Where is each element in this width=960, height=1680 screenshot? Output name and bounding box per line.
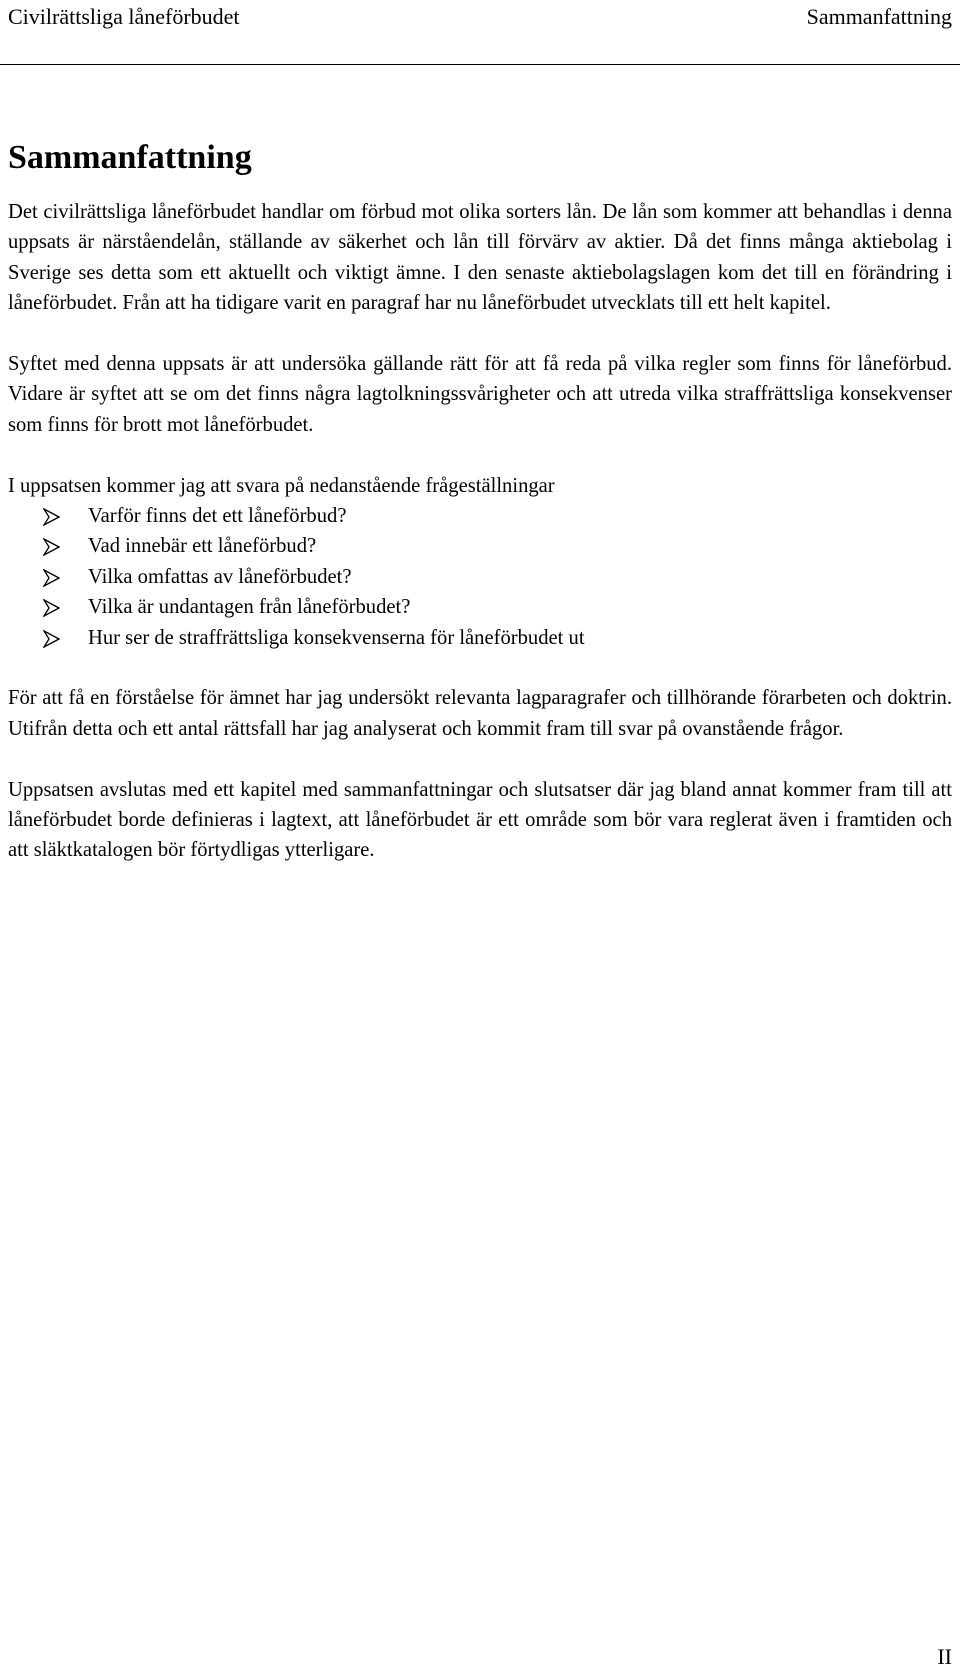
- list-item: [8, 501, 952, 531]
- arrowhead-bullet-icon: [43, 569, 60, 587]
- list-item: [8, 592, 952, 622]
- list-item: [8, 562, 952, 592]
- paragraph-conclusion: Uppsatsen avslutas med ett kapitel med sammanfattningar och slutsatser där jag bland annat kommer fram till att låneförbudet borde definieras i lagtext, att låneförbudet är ett område som bör vara reglerat även i framtiden och att släktkatalogen bör förtydligas ytterligare.: [8, 778, 952, 862]
- question-text: Vilka omfattas av låneförbudet?: [88, 565, 352, 588]
- arrowhead-bullet-icon: [43, 599, 60, 617]
- arrowhead-bullet-icon: [43, 630, 60, 648]
- list-item: [8, 531, 952, 561]
- paragraph-intro: Det civilrättsliga låneförbudet handlar om förbud mot olika sorters lån. De lån som kommer att behandlas i denna uppsats är närståendelån, ställande av säkerhet och lån till förvärv av aktier. Då det finns många aktiebolag i Sverige ses detta som ett aktuellt och viktigt ämne. I den senaste aktiebolagslagen kom det till en förändring i låneförbudet. Från att ha tidigare varit en paragraf har nu låneförbudet utvecklats till ett helt kapitel.: [8, 201, 952, 315]
- question-text: Varför finns det ett låneförbud?: [88, 505, 347, 528]
- arrowhead-bullet-icon: [43, 508, 60, 526]
- list-item: [8, 623, 952, 653]
- paragraph-questions-intro: I uppsatsen kommer jag att svara på nedanstående frågeställningar: [8, 474, 555, 497]
- question-text: Vad innebär ett låneförbud?: [88, 535, 317, 558]
- page-number: II: [937, 1644, 952, 1669]
- running-header: [8, 2, 952, 38]
- question-text: Hur ser de straffrättsliga konsekvenserna för låneförbudet ut: [88, 626, 585, 649]
- paragraph-method: För att få en förståelse för ämnet har jag undersökt relevanta lagparagrafer och tillhörande förarbeten och doktrin. Utifrån detta och ett antal rättsfall har jag analyserat och kommit fram till svar på ovanstående frågor.: [8, 687, 952, 740]
- paragraph-purpose: Syftet med denna uppsats är att undersöka gällande rätt för att få reda på vilka regler som finns för låneförbud. Vidare är syftet att se om det finns några lagtolkningssvårigheter och att utreda vilka straffrättsliga konsekvenser som finns för brott mot låneförbudet.: [8, 353, 952, 436]
- question-text: Vilka är undantagen från låneförbudet?: [88, 596, 411, 619]
- header-document-title: Civilrättsliga låneförbudet: [8, 4, 240, 29]
- arrowhead-bullet-icon: [43, 538, 60, 556]
- question-list: [8, 501, 952, 653]
- header-rule: [0, 64, 960, 65]
- page-title: Sammanfattning: [8, 139, 252, 176]
- header-section-title: Sammanfattning: [806, 4, 952, 29]
- page-content: [8, 138, 952, 866]
